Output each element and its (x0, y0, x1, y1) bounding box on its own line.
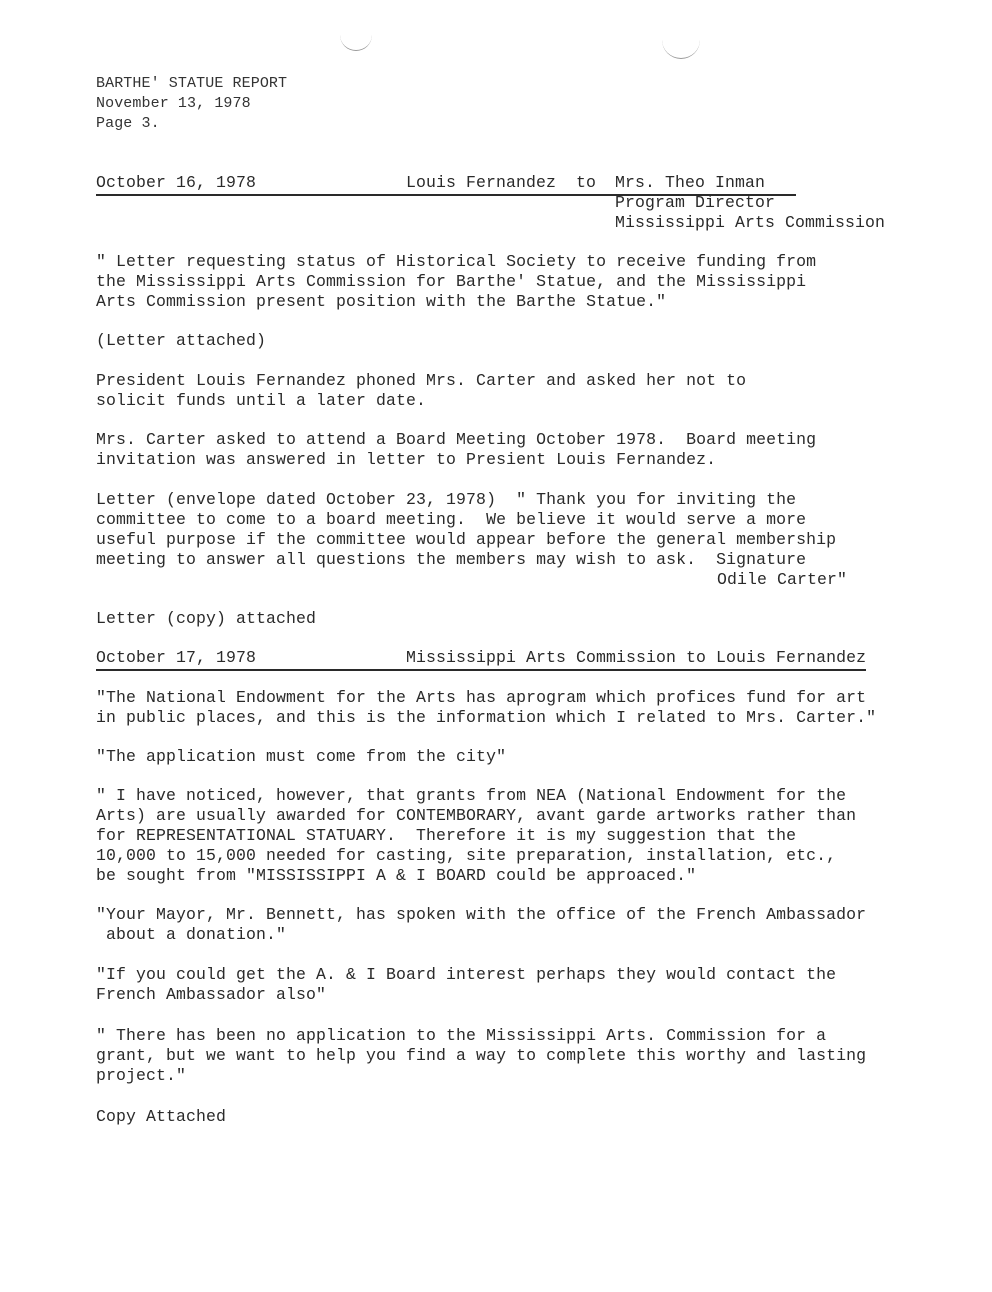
report-title: BARTHE' STATUE REPORT (96, 75, 288, 92)
quote6-line: project." (96, 1066, 187, 1085)
signature: Odile Carter" (717, 570, 848, 589)
para2-line: solicit funds until a later date. (96, 391, 427, 410)
quote1-line: "The National Endowment for the Arts has aprogram which profices fund for art (96, 688, 867, 707)
entry1-from: Louis Fernandez (406, 173, 557, 192)
entry2-date: October 17, 1978 (96, 648, 257, 667)
quote5-line: French Ambassador also" (96, 985, 327, 1004)
quote2-line: "The application must come from the city" (96, 747, 507, 766)
quote3-line: 10,000 to 15,000 needed for casting, site preparation, installation, etc., (96, 846, 837, 865)
para1-line: " Letter requesting status of Historical Society to receive funding from (96, 252, 817, 271)
quote4-line: "Your Mayor, Mr. Bennett, has spoken with the office of the French Ambassador (96, 905, 867, 924)
quote3-line: for REPRESENTATIONAL STATUARY. Therefore it is my suggestion that the (96, 826, 797, 845)
para3-line: Mrs. Carter asked to attend a Board Meeting October 1978. Board meeting (96, 430, 817, 449)
para1-line: the Mississippi Arts Commission for Barthe' Statue, and the Mississippi (96, 272, 807, 291)
para4-line: committee to come to a board meeting. We believe it would serve a more (96, 510, 807, 529)
page-number: Page 3. (96, 115, 160, 132)
entry1-recipient-title: Program Director (615, 193, 776, 212)
quote3-line: Arts) are usually awarded for CONTEMBORARY, avant garde artworks rather than (96, 806, 857, 825)
entry1-recipient: Mrs. Theo Inman (615, 173, 766, 192)
quote4-line: about a donation." (96, 925, 287, 944)
para3-line: invitation was answered in letter to Presient Louis Fernandez. (96, 450, 717, 469)
copy-attached-note: Copy Attached (96, 1107, 227, 1126)
quote6-line: " There has been no application to the Mississippi Arts. Commission for a (96, 1026, 827, 1045)
letter-copy-attached-note: Letter (copy) attached (96, 609, 317, 628)
quote3-line: " I have noticed, however, that grants from NEA (National Endowment for the (96, 786, 847, 805)
quote3-line: be sought from "MISSISSIPPI A & I BOARD could be approaced." (96, 866, 697, 885)
entry1-date: October 16, 1978 (96, 173, 257, 192)
para1-line: Arts Commission present position with the Barthe Statue." (96, 292, 667, 311)
para4-line: useful purpose if the committee would appear before the general membership (96, 530, 837, 549)
quote5-line: "If you could get the A. & I Board interest perhaps they would contact the (96, 965, 837, 984)
report-date: November 13, 1978 (96, 95, 251, 112)
quote1-line: in public places, and this is the information which I related to Mrs. Carter." (96, 708, 877, 727)
para2-line: President Louis Fernandez phoned Mrs. Carter and asked her not to (96, 371, 747, 390)
entry2-title: Mississippi Arts Commission to Louis Fernandez (406, 648, 867, 667)
scan-mark-left (340, 30, 372, 51)
letter-attached-note: (Letter attached) (96, 331, 267, 350)
scan-mark-right (662, 38, 700, 59)
entry1-recipient-org: Mississippi Arts Commission (615, 213, 886, 232)
para4-line: meeting to answer all questions the members may wish to ask. Signature (96, 550, 807, 569)
quote6-line: grant, but we want to help you find a way to complete this worthy and lasting (96, 1046, 867, 1065)
entry1-to-word: to (576, 173, 597, 192)
entry2-underline (96, 669, 866, 671)
para4-line: Letter (envelope dated October 23, 1978) " Thank you for inviting the (96, 490, 797, 509)
